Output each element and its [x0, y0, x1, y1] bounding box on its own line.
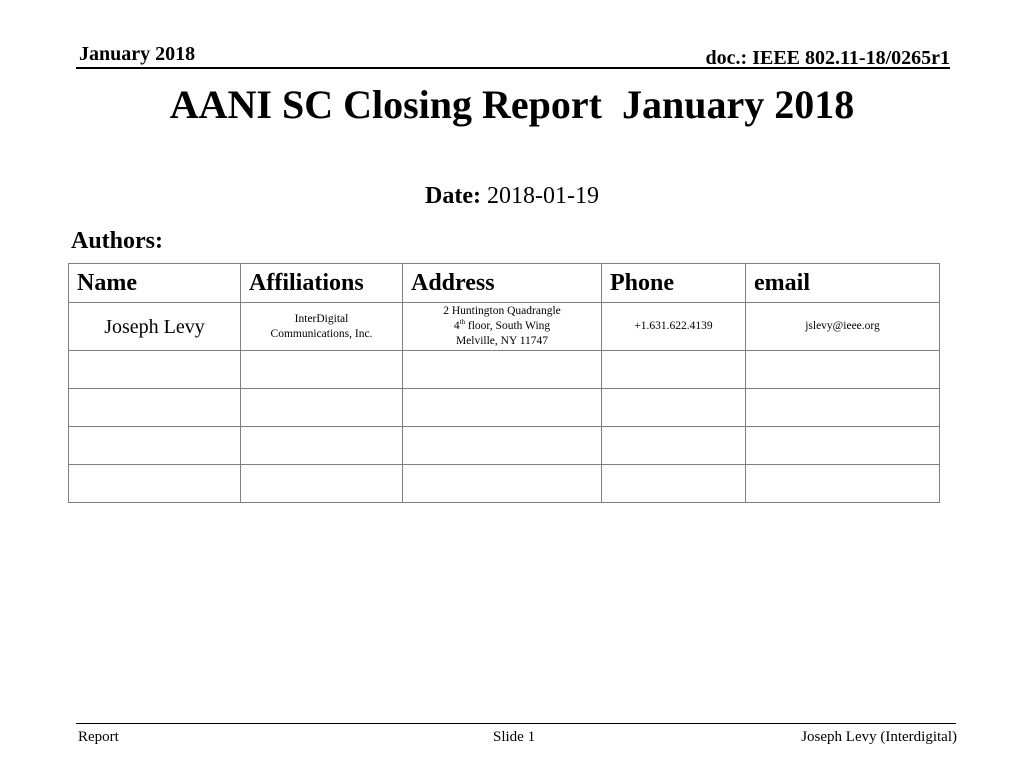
- author-phone: +1.631.622.4139: [602, 303, 746, 351]
- table-row: [69, 389, 940, 427]
- header-name: Name: [69, 264, 241, 303]
- authors-label: Authors:: [71, 228, 164, 254]
- footer-left: Report: [78, 729, 119, 745]
- table-row: [69, 427, 940, 465]
- authors-table: [68, 263, 940, 503]
- header-date: January 2018: [79, 43, 196, 65]
- date-value: 2018-01-19: [486, 183, 599, 209]
- footer-slide-number: Slide 1: [493, 729, 536, 745]
- empty-cell: [746, 465, 940, 503]
- header-affiliations: Affiliations: [241, 264, 403, 303]
- table-header-row: [69, 264, 940, 303]
- table-row: [69, 303, 940, 351]
- address-floor-number: 4: [453, 320, 460, 332]
- empty-cell: [403, 465, 602, 503]
- footer-divider: [76, 723, 956, 724]
- author-address: [403, 303, 602, 351]
- empty-cell: [602, 389, 746, 427]
- empty-cell: [241, 389, 403, 427]
- empty-cell: [746, 389, 940, 427]
- slide-title: AANI SC Closing Report January 2018: [169, 82, 855, 127]
- date-line: [0, 181, 1024, 211]
- address-floor-suffix: th: [459, 318, 466, 327]
- header-divider: [76, 67, 950, 69]
- header-email: email: [746, 264, 940, 303]
- author-email: jslevy@ieee.org: [746, 303, 940, 351]
- empty-cell: [403, 351, 602, 389]
- affiliation-text: InterDigital Communications, Inc.: [270, 312, 373, 340]
- empty-cell: [403, 427, 602, 465]
- header-doc-id: doc.: IEEE 802.11-18/0265r1: [705, 47, 950, 69]
- author-affiliation: [241, 303, 403, 351]
- empty-cell: [69, 465, 241, 503]
- empty-cell: [602, 351, 746, 389]
- address-floor-rest: floor, South Wing: [465, 320, 551, 332]
- empty-cell: [746, 351, 940, 389]
- author-name: Joseph Levy: [69, 303, 241, 351]
- empty-cell: [241, 351, 403, 389]
- address-line-1: 2 Huntington Quadrangle: [443, 305, 561, 317]
- empty-cell: [241, 427, 403, 465]
- empty-cell: [403, 389, 602, 427]
- date-label: Date:: [425, 183, 481, 209]
- header-phone: Phone: [602, 264, 746, 303]
- empty-cell: [241, 465, 403, 503]
- table-row: [69, 351, 940, 389]
- empty-cell: [746, 427, 940, 465]
- address-line-2: [403, 319, 601, 334]
- empty-cell: [69, 427, 241, 465]
- empty-cell: [602, 465, 746, 503]
- table-row: [69, 465, 940, 503]
- empty-cell: [69, 389, 241, 427]
- footer-author: Joseph Levy (Interdigital): [801, 729, 957, 745]
- header-address: Address: [403, 264, 602, 303]
- empty-cell: [602, 427, 746, 465]
- empty-cell: [69, 351, 241, 389]
- address-line-3: Melville, NY 11747: [455, 335, 549, 347]
